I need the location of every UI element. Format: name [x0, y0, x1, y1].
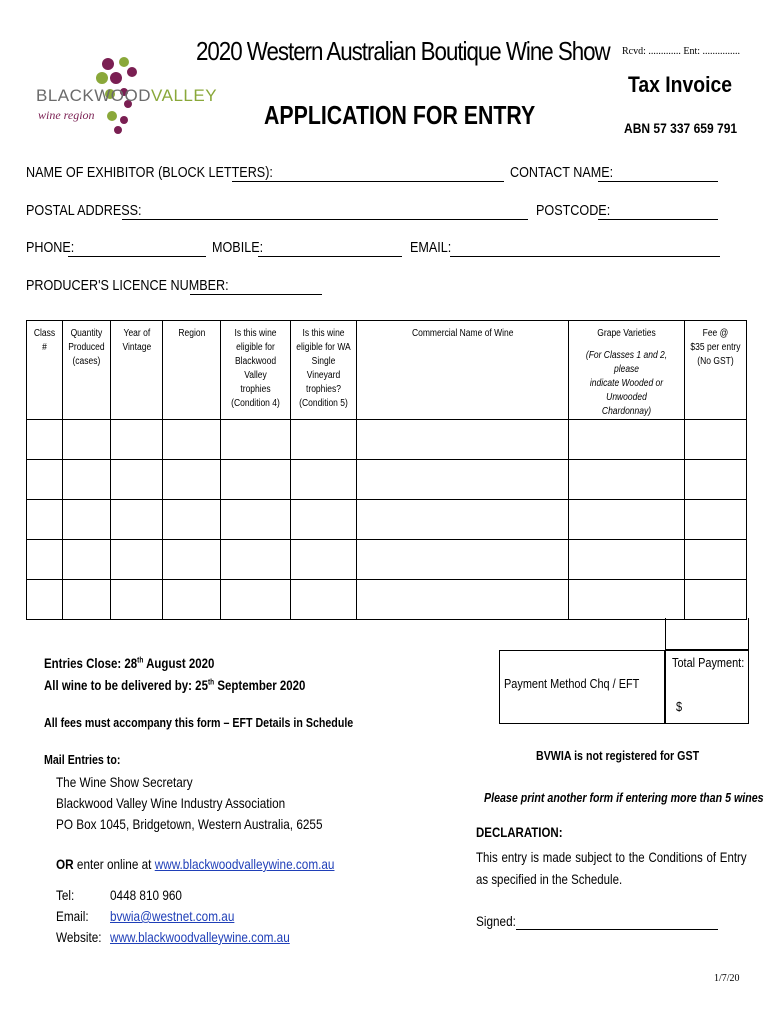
year-cell[interactable] — [111, 460, 163, 500]
website-label: Website: — [56, 929, 102, 945]
licence-label: PRODUCER'S LICENCE NUMBER: — [26, 277, 229, 294]
wa-cell[interactable] — [291, 540, 357, 580]
form-subtitle: APPLICATION FOR ENTRY — [264, 100, 536, 130]
region-cell[interactable] — [163, 580, 221, 620]
header-commercial-name: Commercial Name of Wine — [357, 321, 569, 420]
year-cell[interactable] — [111, 500, 163, 540]
fee-cell[interactable] — [685, 580, 747, 620]
contact-field[interactable] — [598, 181, 718, 182]
mobile-field[interactable] — [258, 256, 402, 257]
header-wa-trophies: Is this wine eligible for WA Single Vineyard trophies? (Condition 5) — [291, 321, 357, 420]
class-cell[interactable] — [27, 500, 63, 540]
quantity-cell[interactable] — [63, 460, 111, 500]
postal-label: POSTAL ADDRESS: — [26, 202, 142, 219]
header-year: Year of Vintage — [111, 321, 163, 420]
email-label: EMAIL: — [410, 239, 452, 256]
exhibitor-field[interactable] — [232, 181, 504, 182]
logo-tagline: wine region — [38, 108, 95, 122]
email-field[interactable] — [450, 256, 720, 257]
declaration-text: This entry is made subject to the Conditions of Entry as specified in the Schedule. — [476, 849, 747, 887]
wa-cell[interactable] — [291, 460, 357, 500]
postal-field[interactable] — [122, 219, 528, 220]
region-cell[interactable] — [163, 460, 221, 500]
received-entered-note: Rcvd: ............. Ent: ............... — [622, 46, 741, 57]
table-row — [27, 500, 747, 540]
fee-cell[interactable] — [685, 460, 747, 500]
grape-cell[interactable] — [569, 500, 685, 540]
commercial-name-cell[interactable] — [357, 420, 569, 460]
region-cell[interactable] — [163, 540, 221, 580]
mail-line: PO Box 1045, Bridgetown, Western Australia, 6255 — [56, 816, 323, 832]
online-entry-link[interactable]: www.blackwoodvalleywine.com.au — [154, 856, 335, 872]
year-cell[interactable] — [111, 580, 163, 620]
table-header-row — [27, 321, 747, 420]
delivery-deadline: All wine to be delivered by: 25th September 2020 — [44, 677, 306, 693]
header-grape-varieties: Grape Varieties (For Classes 1 and 2, please indicate Wooded or Unwooded Chardonnay) — [569, 321, 685, 420]
table-row — [27, 420, 747, 460]
mobile-label: MOBILE: — [212, 239, 264, 256]
quantity-cell[interactable] — [63, 540, 111, 580]
quantity-cell[interactable] — [63, 500, 111, 540]
quantity-cell[interactable] — [63, 580, 111, 620]
postcode-label: POSTCODE: — [536, 202, 611, 219]
class-cell[interactable] — [27, 420, 63, 460]
year-cell[interactable] — [111, 540, 163, 580]
class-cell[interactable] — [27, 580, 63, 620]
region-cell[interactable] — [163, 420, 221, 460]
commercial-name-cell[interactable] — [357, 540, 569, 580]
wa-cell[interactable] — [291, 580, 357, 620]
phone-label: PHONE: — [26, 239, 75, 256]
email-link[interactable]: bvwia@westnet.com.au — [110, 908, 235, 924]
tel-label: Tel: — [56, 887, 75, 903]
blackwood-cell[interactable] — [221, 580, 291, 620]
blackwood-valley-logo — [36, 56, 218, 138]
fee-total-cell[interactable] — [665, 618, 749, 650]
footer-date: 1/7/20 — [714, 973, 740, 984]
total-payment-label: Total Payment: — [672, 655, 745, 670]
abn-label: ABN 57 337 659 791 — [624, 120, 738, 136]
wa-cell[interactable] — [291, 500, 357, 540]
logo-wordmark: BLACKWOODVALLEY — [36, 86, 218, 105]
entries-table — [26, 320, 747, 620]
dollar-sign: $ — [676, 699, 683, 714]
mail-line: Blackwood Valley Wine Industry Association — [56, 795, 286, 811]
tax-invoice-label: Tax Invoice — [628, 72, 733, 97]
tel-value: 0448 810 960 — [110, 887, 182, 903]
mail-heading: Mail Entries to: — [44, 752, 121, 767]
grape-cell[interactable] — [569, 540, 685, 580]
quantity-cell[interactable] — [63, 420, 111, 460]
commercial-name-cell[interactable] — [357, 460, 569, 500]
signed-label: Signed: — [476, 913, 516, 929]
wa-cell[interactable] — [291, 420, 357, 460]
payment-method-label: Payment Method Chq / EFT — [504, 676, 640, 691]
page-title: 2020 Western Australian Boutique Wine Show — [196, 36, 610, 66]
blackwood-cell[interactable] — [221, 540, 291, 580]
grape-cell[interactable] — [569, 580, 685, 620]
website-link[interactable]: www.blackwoodvalleywine.com.au — [110, 929, 290, 945]
exhibitor-label: NAME OF EXHIBITOR (BLOCK LETTERS): — [26, 164, 273, 181]
blackwood-cell[interactable] — [221, 460, 291, 500]
blackwood-cell[interactable] — [221, 500, 291, 540]
table-row — [27, 460, 747, 500]
header-fee: Fee @ $35 per entry (No GST) — [685, 321, 747, 420]
contact-label: CONTACT NAME: — [510, 164, 614, 181]
grape-cell[interactable] — [569, 460, 685, 500]
phone-field[interactable] — [68, 256, 206, 257]
region-cell[interactable] — [163, 500, 221, 540]
print-note: Please print another form if entering more than 5 wines — [484, 790, 764, 805]
fee-cell[interactable] — [685, 500, 747, 540]
commercial-name-cell[interactable] — [357, 500, 569, 540]
gst-note: BVWIA is not registered for GST — [536, 748, 700, 763]
grape-cell[interactable] — [569, 420, 685, 460]
year-cell[interactable] — [111, 420, 163, 460]
mail-line: The Wine Show Secretary — [56, 774, 193, 790]
postcode-field[interactable] — [598, 219, 718, 220]
header-quantity: Quantity Produced (cases) — [63, 321, 111, 420]
class-cell[interactable] — [27, 540, 63, 580]
email-contact-label: Email: — [56, 908, 89, 924]
header-region: Region — [163, 321, 221, 420]
entries-close: Entries Close: 28th August 2020 — [44, 655, 215, 671]
header-class: Class # — [27, 321, 63, 420]
table-row — [27, 580, 747, 620]
signature-field[interactable] — [516, 929, 718, 930]
commercial-name-cell[interactable] — [357, 580, 569, 620]
header-blackwood-trophies: Is this wine eligible for Blackwood Valley trophies (Condition 4) — [221, 321, 291, 420]
blackwood-cell[interactable] — [221, 420, 291, 460]
fee-cell[interactable] — [685, 420, 747, 460]
online-entry: OR enter online at www.blackwoodvalleywine.com.au — [56, 856, 335, 872]
class-cell[interactable] — [27, 460, 63, 500]
licence-field[interactable] — [190, 294, 322, 295]
fee-cell[interactable] — [685, 540, 747, 580]
table-row — [27, 540, 747, 580]
fees-note: All fees must accompany this form – EFT Details in Schedule — [44, 715, 354, 730]
declaration-heading: DECLARATION: — [476, 824, 563, 840]
